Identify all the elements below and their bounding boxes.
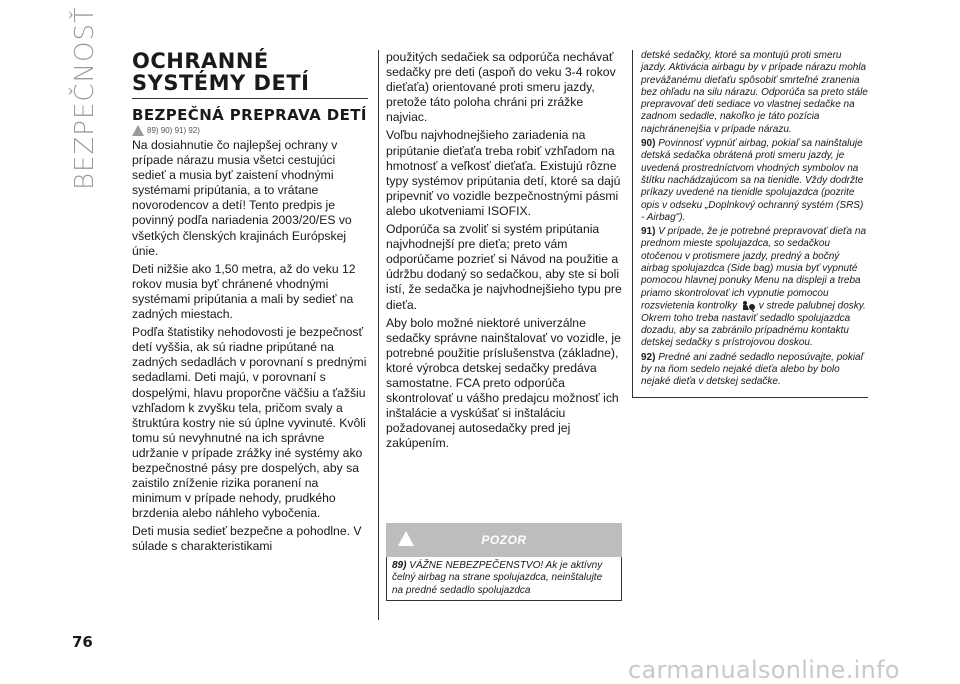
note-text: v strede palubnej dosky. Okrem toho treba nastaviť sedadlo spolujazdca dozadu, aby sa zabránilo prípadnému kontaktu detskej sedačky s prístrojovou doskou. xyxy=(641,300,866,349)
page-number: 76 xyxy=(72,633,93,651)
note-text: Predné ani zadné sedadlo neposúvajte, pokiaľ by na ňom sedelo nejaké dieťa alebo by bolo nejaké dieťa v detskej sedačke. xyxy=(641,351,864,388)
airbag-warning-light-icon xyxy=(740,300,756,312)
column-1 xyxy=(132,50,368,558)
watermark: carmanualsonline.info xyxy=(628,656,900,684)
paragraph: Aby bolo možné niektoré univerzálne sedačky správne nainštalovať vo vozidle, je potrebné použitie príslušenstva (základne), ktoré výrobca detskej sedačky predáva samostatne. FCA preto odporúča skontrolovať u vášho predajcu možnosť ich inštalácie a vyskúšať si inštaláciu požadovanej autosedačky pred jej zakúpením. xyxy=(386,315,621,451)
section-sidebar-label: BEZPEČNOSŤ xyxy=(70,6,100,190)
warning-text xyxy=(392,560,616,597)
page-title: OCHRANNÉ SYSTÉMY DETÍ xyxy=(132,50,368,99)
refs-text: 89) 90) 91) 92) xyxy=(147,126,200,135)
warning-refs xyxy=(132,125,368,136)
paragraph: Podľa štatistiky nehodovosti je bezpečnosť detí vyššia, ak sú riadne pripútané na zadných sedadlách v porovnaní s prednými sedadlami. Deti majú, v porovnaní s dospelými, hlavu proporčne väčšiu a ťažšiu vzhľadom k zvyšku tela, pričom svaly a štruktúra kostry nie sú úplne vyvinuté. Kvôli tomu sú nevyhnutné na ich správne udržanie v prípade zrážky iné systémy ako bezpečnostné pásy pre dospelých, aby sa zaistilo zníženie rizika poranení na minimum v prípade nehody, prudkého brzdenia alebo náhleho vybočenia. xyxy=(132,325,367,521)
warning-body xyxy=(386,557,622,601)
note-paragraph xyxy=(641,50,868,136)
paragraph: Deti musia sedieť bezpečne a pohodlne. V súlade s charakteristikami xyxy=(132,524,362,554)
paragraph: Deti nižšie ako 1,50 metra, až do veku 12 rokov musia byť chránené vhodnými systémami pripútania a mali by sedieť na zadných miestach. xyxy=(132,261,356,322)
section-subtitle: BEZPEČNÁ PREPRAVA DETÍ xyxy=(132,106,367,124)
paragraph: Na dosiahnutie čo najlepšej ochrany v prípade nárazu musia všetci cestujúci sedieť a musia byť zaistení vhodnými systémami pripútania, a to vrátane novorodencov a detí! Tento predpis je povinný podľa nariadenia 2003/20/ES vo všetkých členských krajinách Európskej únie. xyxy=(132,138,352,258)
note-paragraph xyxy=(641,138,868,224)
column-divider xyxy=(378,50,379,620)
warning-continuation-box xyxy=(632,50,868,398)
column-3 xyxy=(640,50,868,398)
warning-sentence: VÁŽNE NEBEZPEČENSTVO! Ak je aktívny čelný airbag na strane spolujazdca, neinštalujte na predné sedadlo spolujazdca xyxy=(392,560,603,596)
note-paragraph xyxy=(641,226,868,350)
note-text: V prípade, že je potrebné prepravovať dieťa na prednom mieste spolujazdca, so sedačkou otočenou v protismere jazdy, predný a bočný airbag spolujazdca (Side bag) musia byť vypnuté pomocou hlavnej ponuky Menu na displeji a treba priamo skontrolovať ich vypnutie pomocou rozsvietenia kontrolky xyxy=(641,226,867,312)
paragraph: použitých sedačiek sa odporúča nechávať sedačky pre deti (aspoň do veku 3-4 rokov dieťaťa) orientované proti smeru jazdy, pretože táto poloha chráni pri zrážke najviac. xyxy=(386,50,616,125)
paragraph: Odporúča sa zvoliť si systém pripútania najvhodnejší pre dieťa; preto vám odporúčame pozrieť si Návod na použitie a údržbu dodaný so sedačkou, aby ste si boli istí, že sedačka je najvhodnejšieho typu pre dieťa. xyxy=(386,222,622,312)
column-2 xyxy=(386,50,622,454)
note-number: 91) xyxy=(641,226,656,238)
note-text: Povinnosť vypnúť airbag, pokiaľ sa nainštaluje detská sedačka obrátená proti smeru jazdy, je uvedená prostredníctvom vhodných symbolov na štítku nachádzajúcom sa na tienidle. Vždy dodržte príkazy uvedené na tienidle spolujazdca (pozrite opis v odseku „Doplnkový ochranný systém (SRS) - Airbag"). xyxy=(641,138,864,223)
warning-box xyxy=(386,523,622,601)
note-number: 92) xyxy=(641,351,656,363)
warning-icon xyxy=(132,125,144,136)
note-text: detské sedačky, ktoré sa montujú proti smeru jazdy. Aktivácia airbagu by v prípade nárazu mohla prevážanému dieťaťu spôsobiť smrteľné zranenia bez ohľadu na silu nárazu. Odporúča sa preto stále prepravovať deti sediace vo vlastnej sedačke na zadnom sedadle, nakoľko je táto pozícia najchránenejšia v prípade nárazu. xyxy=(641,50,868,135)
note-paragraph xyxy=(641,352,868,389)
warning-label: POZOR xyxy=(481,533,527,547)
note-number: 90) xyxy=(641,138,656,150)
paragraph: Voľbu najvhodnejšieho zariadenia na pripútanie dieťaťa treba robiť vzhľadom na hmotnosť a veľkosť dieťaťa. Existujú rôzne typy systémov pripútania detí, ktoré sa dajú pripevniť vo vozidle bezpečnostnými pásmi alebo ukotveniami ISOFIX. xyxy=(386,128,621,218)
warning-header xyxy=(386,523,622,557)
note-number: 89) xyxy=(392,560,407,571)
